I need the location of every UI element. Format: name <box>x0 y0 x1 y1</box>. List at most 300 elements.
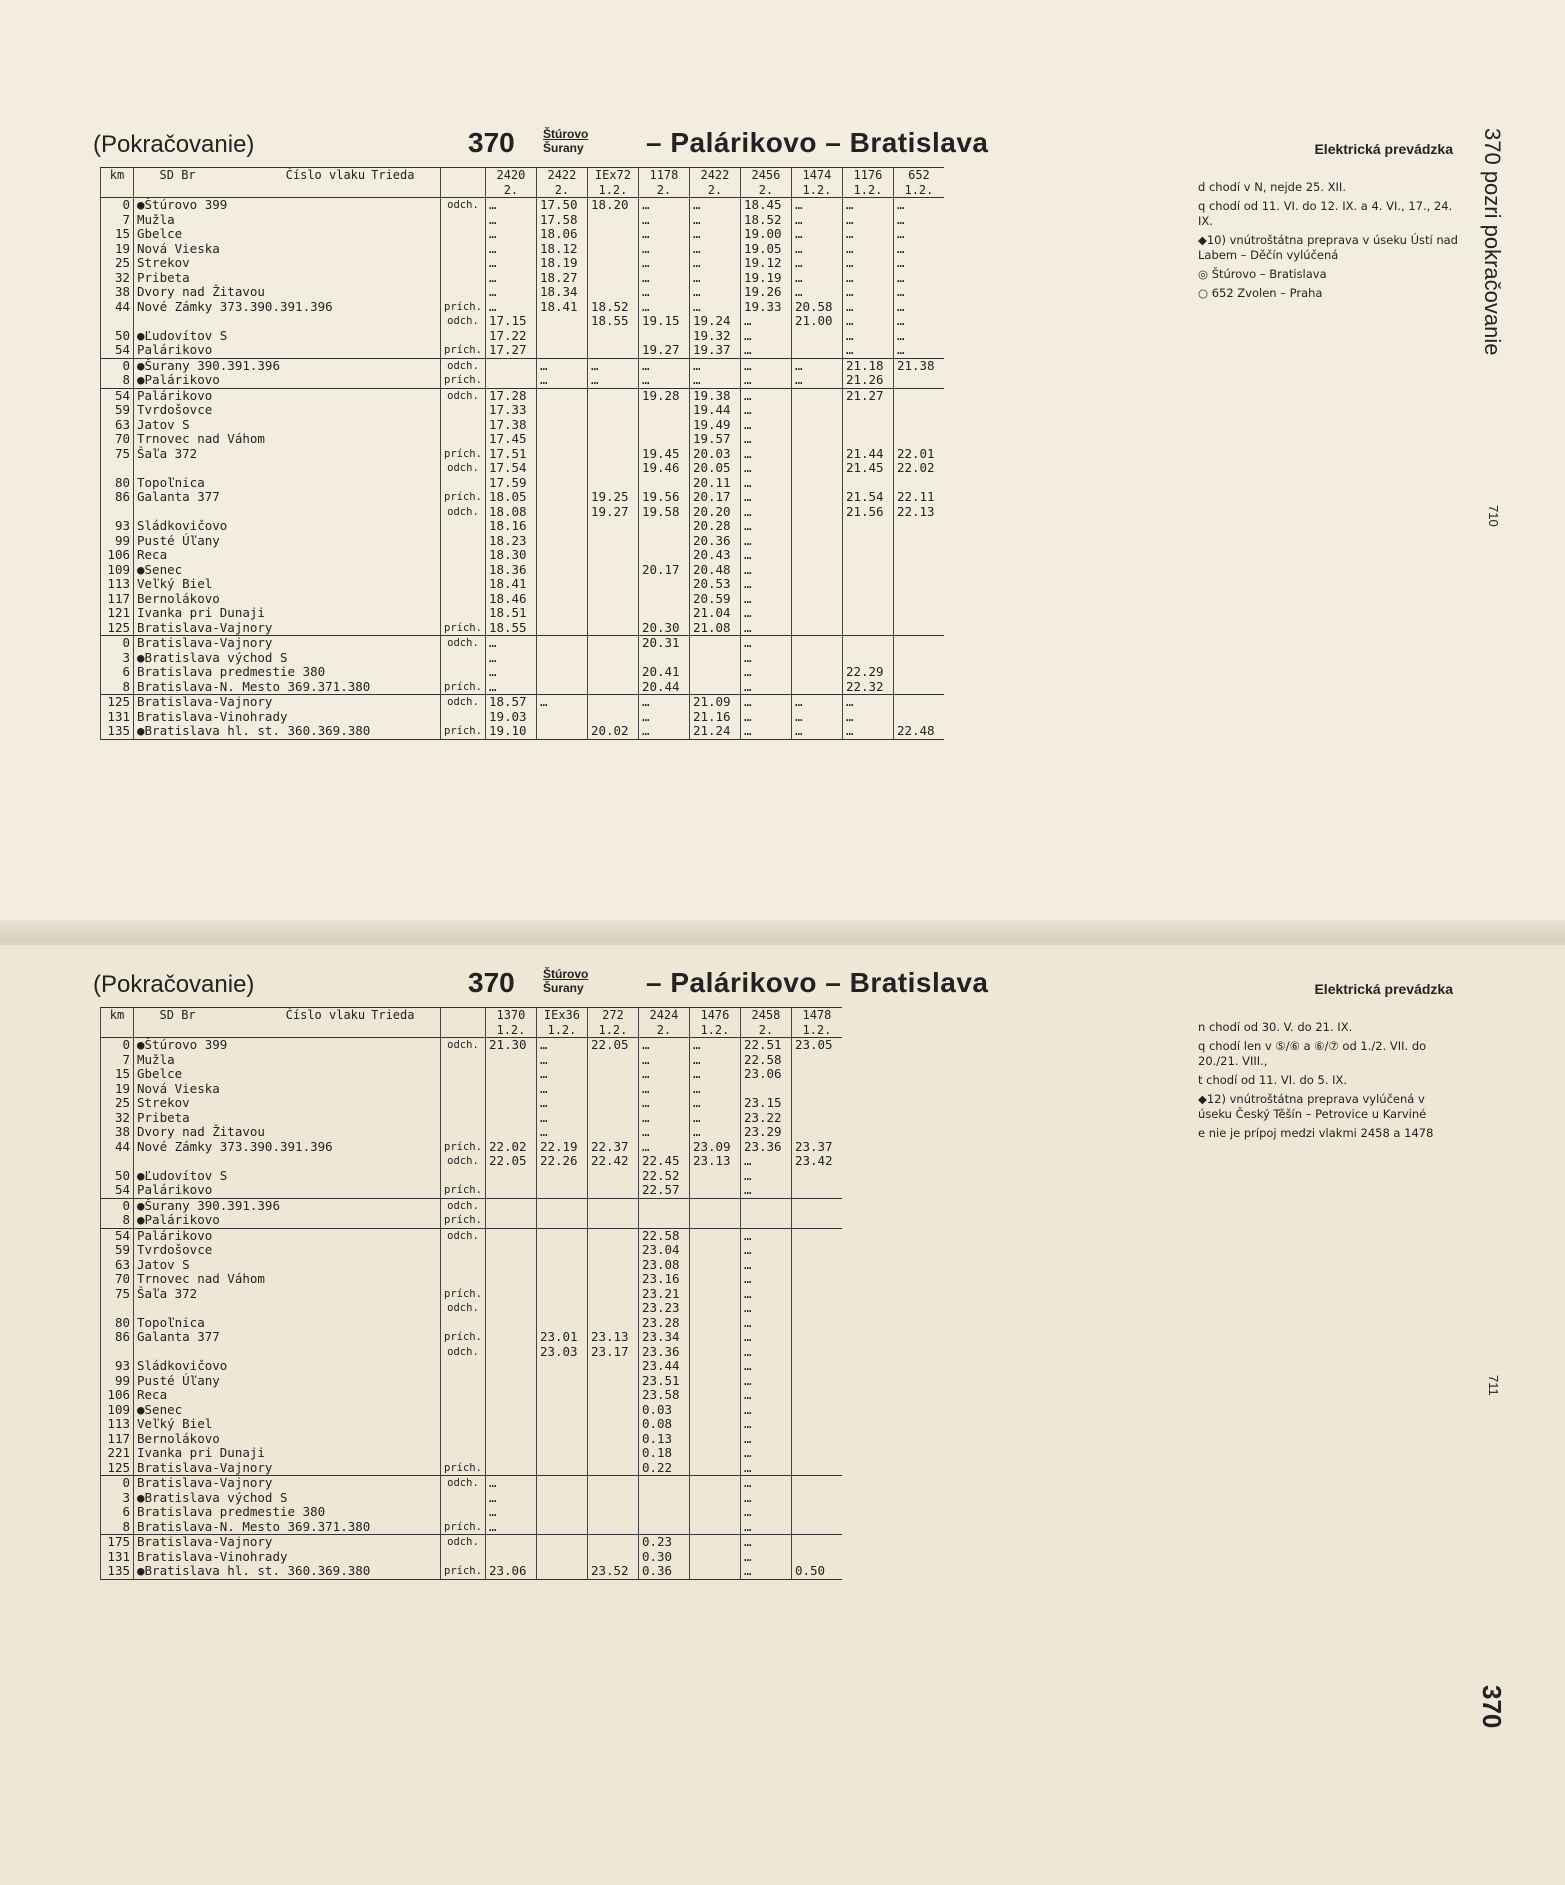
arr-dep-label: prích. <box>441 490 486 505</box>
time-cell <box>485 1301 536 1316</box>
km-cell: 0 <box>101 1476 134 1491</box>
table-row <box>101 1272 842 1287</box>
time-cell: … <box>740 592 791 607</box>
arr-dep-label <box>441 1505 486 1520</box>
time-cell: … <box>740 534 791 549</box>
time-cell <box>485 1111 536 1126</box>
odch-header <box>441 1008 486 1038</box>
time-cell <box>791 548 842 563</box>
time-cell <box>791 1082 842 1097</box>
time-cell: … <box>689 1082 740 1097</box>
time-cell: … <box>536 1125 587 1140</box>
train-2420-header <box>485 168 536 198</box>
arr-dep-label <box>441 256 486 271</box>
time-cell <box>791 621 842 636</box>
train-class: 1.2. <box>802 182 832 197</box>
time-cell <box>791 606 842 621</box>
station-name: Bernolákovo <box>134 1432 441 1447</box>
time-cell: 19.45 <box>638 447 689 462</box>
time-cell <box>689 1446 740 1461</box>
time-cell: … <box>740 1359 791 1374</box>
time-cell <box>689 1301 740 1316</box>
km-cell: 3 <box>101 1491 134 1506</box>
km-cell: 125 <box>101 1461 134 1476</box>
time-cell: … <box>689 1038 740 1053</box>
time-cell: … <box>893 242 944 257</box>
time-cell: … <box>638 1082 689 1097</box>
time-cell: … <box>893 300 944 315</box>
station-name: Bratislava-Vinohrady <box>134 1550 441 1565</box>
time-cell <box>587 1228 638 1243</box>
time-cell: … <box>740 1243 791 1258</box>
time-cell <box>791 1374 842 1389</box>
time-cell: 0.30 <box>638 1550 689 1565</box>
time-cell: 18.46 <box>485 592 536 607</box>
time-cell <box>485 1183 536 1198</box>
time-cell: 23.04 <box>638 1243 689 1258</box>
station-name: Šaľa 372 <box>134 447 441 462</box>
arr-dep-label: odch. <box>441 1228 486 1243</box>
table-row <box>101 1301 842 1316</box>
time-cell <box>638 592 689 607</box>
time-cell: … <box>893 343 944 358</box>
time-cell <box>689 636 740 651</box>
table-row <box>101 1243 842 1258</box>
km-cell: 54 <box>101 388 134 403</box>
time-cell <box>536 1520 587 1535</box>
time-cell: 20.20 <box>689 505 740 520</box>
time-cell <box>791 1169 842 1184</box>
time-cell: 22.58 <box>740 1053 791 1068</box>
station-name: Trnovec nad Váhom <box>134 432 441 447</box>
continued-label: (Pokračovanie) <box>93 131 255 158</box>
km-cell: 175 <box>101 1535 134 1550</box>
arr-dep-label: odch. <box>441 1345 486 1360</box>
time-cell: 20.05 <box>689 461 740 476</box>
time-cell: … <box>842 285 893 300</box>
time-cell: 19.05 <box>740 242 791 257</box>
time-cell: 19.44 <box>689 403 740 418</box>
time-cell: … <box>689 1111 740 1126</box>
arr-dep-label: prích. <box>441 1140 486 1155</box>
time-cell <box>587 695 638 710</box>
time-cell: … <box>638 242 689 257</box>
time-cell <box>689 1330 740 1345</box>
station-name: ●Bratislava hl. st. 360.369.380 <box>134 724 441 739</box>
time-cell: … <box>638 1111 689 1126</box>
time-cell <box>791 1403 842 1418</box>
table-row <box>101 1432 842 1447</box>
time-cell <box>791 1476 842 1491</box>
time-cell <box>740 1198 791 1213</box>
station-name: Reca <box>134 548 441 563</box>
arr-dep-label: prích. <box>441 1330 486 1345</box>
time-cell: … <box>740 1432 791 1447</box>
km-cell: 117 <box>101 592 134 607</box>
time-cell: … <box>740 358 791 373</box>
station-name: Pusté Úľany <box>134 1374 441 1389</box>
table-row <box>101 256 944 271</box>
arr-dep-label <box>441 1082 486 1097</box>
time-cell: 22.57 <box>638 1183 689 1198</box>
top-page <box>0 0 1565 940</box>
time-cell: 22.19 <box>536 1140 587 1155</box>
time-cell <box>485 1316 536 1331</box>
time-cell: 19.12 <box>740 256 791 271</box>
time-cell: … <box>740 724 791 739</box>
train-number-label: Číslo vlaku <box>285 168 366 182</box>
km-cell: 135 <box>101 724 134 739</box>
time-cell: 19.25 <box>587 490 638 505</box>
time-cell <box>893 432 944 447</box>
time-cell <box>587 388 638 403</box>
time-cell: 23.08 <box>638 1258 689 1273</box>
time-cell: 18.41 <box>536 300 587 315</box>
train-class: 2. <box>758 182 774 197</box>
time-cell: … <box>740 373 791 388</box>
arr-dep-label: prích. <box>441 724 486 739</box>
arr-dep-label: prích. <box>441 1287 486 1302</box>
time-cell <box>791 1125 842 1140</box>
time-cell <box>893 710 944 725</box>
station-name: ●Senec <box>134 563 441 578</box>
km-cell: 113 <box>101 1417 134 1432</box>
train-number: 1478 <box>802 1008 832 1022</box>
train-number-label: Číslo vlaku <box>285 1008 366 1022</box>
time-cell: 23.51 <box>638 1374 689 1389</box>
time-cell <box>536 1446 587 1461</box>
time-cell: … <box>638 1096 689 1111</box>
time-cell <box>791 1301 842 1316</box>
km-cell: 121 <box>101 606 134 621</box>
time-cell: … <box>740 476 791 491</box>
station-name: Bratislava-Vajnory <box>134 1461 441 1476</box>
km-cell: 54 <box>101 1228 134 1243</box>
time-cell <box>485 373 536 388</box>
train-272-header <box>587 1008 638 1038</box>
time-cell <box>587 447 638 462</box>
side-label-top: 370 pozri pokračovanie <box>1480 128 1505 356</box>
km-cell <box>101 1154 134 1169</box>
km-cell: 99 <box>101 1374 134 1389</box>
time-cell: 22.37 <box>587 1140 638 1155</box>
time-cell <box>638 403 689 418</box>
time-cell <box>638 534 689 549</box>
time-cell: … <box>842 227 893 242</box>
station-name: Pusté Úľany <box>134 534 441 549</box>
time-cell: … <box>740 665 791 680</box>
arr-dep-label: odch. <box>441 695 486 710</box>
time-cell <box>893 403 944 418</box>
time-cell: … <box>638 227 689 242</box>
station-name <box>134 1154 441 1169</box>
time-cell <box>536 1432 587 1447</box>
time-cell <box>842 548 893 563</box>
table-row <box>101 476 944 491</box>
time-cell: … <box>689 256 740 271</box>
time-cell: … <box>587 373 638 388</box>
time-cell: … <box>689 285 740 300</box>
time-cell <box>536 1228 587 1243</box>
time-cell: … <box>638 1140 689 1155</box>
time-cell <box>791 1491 842 1506</box>
table-row <box>101 1316 842 1331</box>
time-cell <box>791 1272 842 1287</box>
train-class: 1.2. <box>598 182 628 197</box>
time-cell: … <box>740 432 791 447</box>
time-cell: … <box>842 314 893 329</box>
time-cell: 23.29 <box>740 1125 791 1140</box>
time-cell: 0.18 <box>638 1446 689 1461</box>
time-cell <box>536 1417 587 1432</box>
arr-dep-label <box>441 606 486 621</box>
time-cell <box>587 1053 638 1068</box>
table-row <box>101 1258 842 1273</box>
time-cell: 18.51 <box>485 606 536 621</box>
time-cell: … <box>638 1053 689 1068</box>
table-row <box>101 1154 842 1169</box>
table-row <box>101 724 944 739</box>
time-cell: 20.28 <box>689 519 740 534</box>
page-number-bottom: 711 <box>1486 1375 1501 1396</box>
time-cell <box>536 1535 587 1550</box>
time-cell: 22.02 <box>485 1140 536 1155</box>
time-cell: 22.11 <box>893 490 944 505</box>
time-cell: 19.27 <box>587 505 638 520</box>
station-name: Nové Zámky 373.390.391.396 <box>134 1140 441 1155</box>
time-cell: 23.23 <box>638 1301 689 1316</box>
km-cell: 113 <box>101 577 134 592</box>
time-cell <box>791 1258 842 1273</box>
time-cell: … <box>740 636 791 651</box>
time-cell <box>536 461 587 476</box>
time-cell <box>536 343 587 358</box>
time-cell: 18.27 <box>536 271 587 286</box>
time-cell <box>689 1505 740 1520</box>
time-cell <box>791 651 842 666</box>
origin-bottom: Šurany <box>543 981 584 995</box>
time-cell: 22.01 <box>893 447 944 462</box>
station-name: Topoľnica <box>134 476 441 491</box>
time-cell <box>536 388 587 403</box>
table-row <box>101 505 944 520</box>
time-cell <box>893 636 944 651</box>
time-cell <box>689 1198 740 1213</box>
table-row <box>101 1345 842 1360</box>
time-cell: 22.05 <box>587 1038 638 1053</box>
time-cell <box>791 1287 842 1302</box>
time-cell: 19.10 <box>485 724 536 739</box>
time-cell: … <box>740 519 791 534</box>
time-cell <box>587 621 638 636</box>
arr-dep-label: odch. <box>441 1301 486 1316</box>
arr-dep-label <box>441 1374 486 1389</box>
km-cell: 106 <box>101 1388 134 1403</box>
time-cell: … <box>485 636 536 651</box>
time-cell: … <box>842 343 893 358</box>
time-cell: … <box>791 358 842 373</box>
arr-dep-label <box>441 1169 486 1184</box>
table-row <box>101 1140 842 1155</box>
time-cell: 0.36 <box>638 1564 689 1579</box>
station-name: Nové Zámky 373.390.391.396 <box>134 300 441 315</box>
station-name: ●Štúrovo 399 <box>134 198 441 213</box>
train-number: 2424 <box>649 1008 679 1022</box>
km-cell: 15 <box>101 1067 134 1082</box>
time-cell: … <box>791 256 842 271</box>
time-cell <box>791 1213 842 1228</box>
time-cell: 21.38 <box>893 358 944 373</box>
time-cell: … <box>740 1564 791 1579</box>
footnote: q chodí len v ⑤/⑥ a ⑥/⑦ od 1./2. VII. do 20./21. VIII., <box>1198 1039 1427 1068</box>
table-row <box>101 271 944 286</box>
time-cell: … <box>893 256 944 271</box>
time-cell: … <box>536 1096 587 1111</box>
station-header <box>134 1008 441 1038</box>
time-cell: 20.30 <box>638 621 689 636</box>
km-cell: 8 <box>101 680 134 695</box>
electric-label: Elektrická prevádzka <box>1314 981 1453 997</box>
station-name <box>134 461 441 476</box>
time-cell: … <box>638 213 689 228</box>
km-cell: 63 <box>101 1258 134 1273</box>
train-class: 1.2. <box>802 1022 832 1037</box>
time-cell: … <box>740 1446 791 1461</box>
time-cell <box>689 1213 740 1228</box>
train-1370-header <box>485 1008 536 1038</box>
time-cell <box>587 1432 638 1447</box>
train-number: 1476 <box>700 1008 730 1022</box>
footnote: ◎ Štúrovo – Bratislava <box>1198 267 1327 281</box>
time-cell: … <box>536 1067 587 1082</box>
time-cell <box>740 1082 791 1097</box>
time-cell <box>689 1476 740 1491</box>
time-cell <box>791 1243 842 1258</box>
time-cell: 19.00 <box>740 227 791 242</box>
time-cell <box>638 548 689 563</box>
time-cell: 18.36 <box>485 563 536 578</box>
time-cell: 21.04 <box>689 606 740 621</box>
time-cell <box>791 1359 842 1374</box>
km-cell: 15 <box>101 227 134 242</box>
table-row <box>101 490 944 505</box>
bottom-header <box>93 965 1453 1005</box>
table-row <box>101 1417 842 1432</box>
arr-dep-label <box>441 476 486 491</box>
time-cell: … <box>740 1505 791 1520</box>
time-cell: … <box>740 1287 791 1302</box>
time-cell <box>536 577 587 592</box>
time-cell <box>842 577 893 592</box>
time-cell: … <box>740 1345 791 1360</box>
time-cell <box>587 651 638 666</box>
table-row <box>101 314 944 329</box>
footnote: ◆10) vnútroštátna preprava v úseku Ústí nad Labem – Děčín vylúčená <box>1198 233 1458 262</box>
time-cell: … <box>689 358 740 373</box>
time-cell <box>791 447 842 462</box>
time-cell: … <box>740 1388 791 1403</box>
time-cell <box>485 1053 536 1068</box>
time-cell: 17.50 <box>536 198 587 213</box>
time-cell: 18.30 <box>485 548 536 563</box>
time-cell <box>893 563 944 578</box>
station-name: Palárikovo <box>134 1183 441 1198</box>
time-cell: … <box>740 621 791 636</box>
time-cell <box>536 1550 587 1565</box>
time-cell: 23.21 <box>638 1287 689 1302</box>
time-cell <box>842 418 893 433</box>
time-cell: 17.45 <box>485 432 536 447</box>
train-2424-header <box>638 1008 689 1038</box>
time-cell: … <box>740 1461 791 1476</box>
train-class: 2. <box>656 182 672 197</box>
time-cell: … <box>689 1067 740 1082</box>
arr-dep-label <box>441 213 486 228</box>
table-row <box>101 358 944 373</box>
time-cell <box>791 1461 842 1476</box>
time-cell <box>638 1520 689 1535</box>
time-cell: … <box>842 329 893 344</box>
time-cell: 17.28 <box>485 388 536 403</box>
time-cell <box>689 651 740 666</box>
time-cell: 20.58 <box>791 300 842 315</box>
route-title: – Palárikovo – Bratislava <box>646 127 989 158</box>
time-cell <box>536 505 587 520</box>
table-row <box>101 329 944 344</box>
time-cell: … <box>791 695 842 710</box>
time-cell: 22.05 <box>485 1154 536 1169</box>
time-cell <box>485 1169 536 1184</box>
time-cell: … <box>893 285 944 300</box>
time-cell: … <box>893 213 944 228</box>
time-cell <box>587 1403 638 1418</box>
side-label-bottom: 370 <box>1477 1685 1507 1729</box>
time-cell <box>587 1359 638 1374</box>
time-cell: 21.09 <box>689 695 740 710</box>
time-cell <box>791 680 842 695</box>
time-cell: 23.15 <box>740 1096 791 1111</box>
time-cell: … <box>740 1258 791 1273</box>
time-cell: 18.23 <box>485 534 536 549</box>
km-cell: 8 <box>101 373 134 388</box>
time-cell <box>791 1228 842 1243</box>
train-class: 1.2. <box>547 1022 577 1037</box>
time-cell: … <box>485 1476 536 1491</box>
time-cell: … <box>740 461 791 476</box>
footnote: ◆12) vnútroštátna preprava vylúčená v úseku Český Těšín – Petrovice u Karviné <box>1198 1092 1427 1121</box>
time-cell: 19.32 <box>689 329 740 344</box>
station-name: Bratislava predmestie 380 <box>134 1505 441 1520</box>
arr-dep-label <box>441 1053 486 1068</box>
time-cell <box>536 418 587 433</box>
table-row <box>101 1125 842 1140</box>
time-cell <box>485 1345 536 1360</box>
time-cell <box>791 1316 842 1331</box>
train-class: 1.2. <box>700 1022 730 1037</box>
station-name: Galanta 377 <box>134 490 441 505</box>
time-cell: … <box>485 242 536 257</box>
table-row <box>101 592 944 607</box>
sdbr-label: SD Br <box>159 168 196 182</box>
km-cell: 25 <box>101 1096 134 1111</box>
time-cell <box>740 1213 791 1228</box>
station-name: Palárikovo <box>134 1228 441 1243</box>
time-cell <box>689 1520 740 1535</box>
time-cell: 22.51 <box>740 1038 791 1053</box>
table-row <box>101 1169 842 1184</box>
time-cell: … <box>740 606 791 621</box>
km-cell: 86 <box>101 490 134 505</box>
